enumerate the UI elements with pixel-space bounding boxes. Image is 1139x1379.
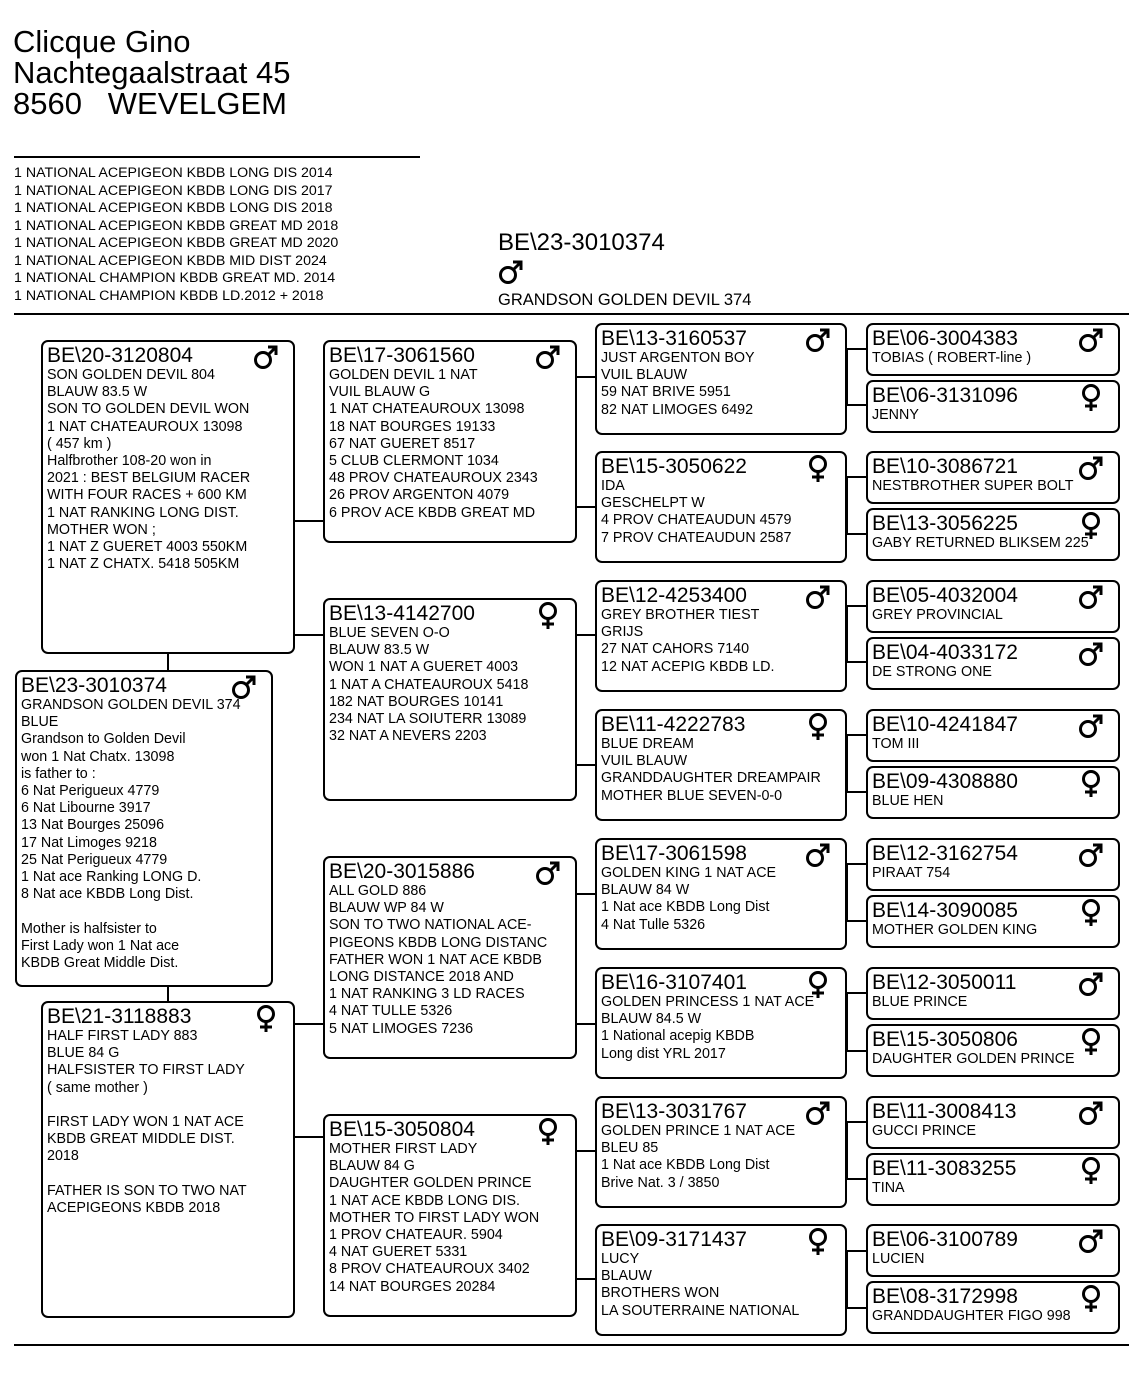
pigeon-card-g13 (866, 1096, 1120, 1149)
detail-line: BLAUW 84 G (329, 1158, 415, 1175)
detail-line: DAUGHTER GOLDEN PRINCE (329, 1175, 532, 1192)
female-icon (805, 971, 831, 999)
owner-city: 8560 WEVELGEM (13, 86, 287, 121)
connector (294, 1136, 323, 1138)
male-icon (805, 842, 831, 868)
detail-line: 5 NAT LIMOGES 7236 (329, 1020, 474, 1037)
detail-line: 5 CLUB CLERMONT 1034 (329, 453, 499, 470)
detail-line: 1 NAT CHATEAUROUX 13098 (47, 418, 243, 435)
pigeon-card-sdd (595, 709, 847, 821)
ring-number: BE\13-4142700 (329, 602, 475, 625)
pigeon-card-sire (41, 340, 295, 654)
detail-line: GRANDDAUGHTER DREAMPAIR (601, 770, 821, 787)
ring-number: BE\17-3061560 (329, 344, 475, 367)
detail-line (47, 1166, 293, 1183)
connector (846, 605, 866, 607)
connector (294, 520, 323, 522)
detail-line: 48 PROV CHATEAUROUX 2343 (329, 470, 538, 487)
ring-number: BE\17-3061598 (601, 842, 747, 865)
detail-line: 1 Nat ace Ranking LONG D. (21, 869, 202, 886)
ring-number: BE\20-3015886 (329, 860, 475, 883)
detail-line: 59 NAT BRIVE 5951 (601, 384, 731, 401)
pigeon-details (329, 625, 575, 745)
pigeon-card-g15 (866, 1224, 1120, 1277)
ring-number: BE\10-4241847 (872, 713, 1018, 736)
connector (846, 791, 866, 793)
detail-line: 12 NAT ACEPIG KBDB LD. (601, 658, 775, 675)
detail-line: VUIL BLAUW G (329, 384, 431, 401)
detail-line: HALFSISTER TO FIRST LADY (47, 1062, 245, 1079)
connector (167, 987, 169, 1001)
detail-line (21, 903, 271, 920)
pigeon-details (601, 865, 845, 934)
subject-ring-number: BE\23-3010374 (498, 229, 665, 256)
subject-header (498, 229, 751, 310)
detail-line: WON 1 NAT A GUERET 4003 (329, 659, 519, 676)
detail-line: ( 457 km ) (47, 435, 112, 452)
ring-number: BE\04-4033172 (872, 641, 1018, 664)
male-icon (253, 344, 279, 370)
male-icon (535, 344, 561, 370)
achievement-item: 1 NATIONAL CHAMPION KBDB GREAT MD. 2014 (14, 270, 336, 286)
detail-line: SON GOLDEN DEVIL 804 (47, 367, 215, 383)
detail-line: BROTHERS WON (601, 1285, 720, 1302)
detail-line: 25 Nat Perigueux 4779 (21, 851, 168, 868)
detail-line: LONG DISTANCE 2018 AND (329, 969, 514, 986)
male-icon (1078, 455, 1104, 481)
pigeon-card-g5 (866, 580, 1120, 633)
detail-line: GREY BROTHER TIEST (601, 607, 760, 623)
detail-line: BLAUW WP 84 W (329, 900, 444, 917)
connector (846, 348, 866, 350)
ring-number: BE\10-3086721 (872, 455, 1018, 478)
ring-number: BE\11-3008413 (872, 1100, 1017, 1123)
detail-line: BLUE DREAM (601, 736, 694, 752)
pigeon-details (47, 367, 293, 573)
detail-line: MOTHER BLUE SEVEN-0-0 (601, 787, 783, 804)
header-divider (14, 156, 420, 158)
connector (846, 533, 866, 535)
detail-line: 14 NAT BOURGES 20284 (329, 1278, 496, 1295)
detail-line: 1 Nat ace KBDB Long Dist (601, 1157, 770, 1174)
pigeon-card-ss (323, 340, 577, 543)
pigeon-details (329, 1141, 575, 1296)
pigeon-details (329, 883, 575, 1038)
connector (167, 654, 169, 670)
pigeon-card-g11 (866, 967, 1120, 1020)
detail-line: GRIJS (601, 624, 644, 641)
detail-line: MOTHER WON ; (47, 521, 156, 538)
detail-line: 17 Nat Limoges 9218 (21, 834, 157, 851)
female-icon (1078, 1157, 1104, 1185)
detail-line: Brive Nat. 3 / 3850 (601, 1174, 720, 1191)
pigeon-card-ds (323, 856, 577, 1059)
detail-line: 1 NAT Z CHATX. 5418 505KM (47, 556, 240, 573)
female-icon (1078, 770, 1104, 798)
female-icon (1078, 384, 1104, 412)
detail-line: KBDB GREAT MIDDLE DIST. (47, 1131, 235, 1148)
pigeon-card-sds (595, 580, 847, 692)
detail-line: BLAUW 83.5 W (47, 384, 148, 401)
detail-line: GABY RETURNED BLIKSEM 225 (872, 535, 1089, 551)
owner-name: Clicque Gino (13, 24, 191, 59)
detail-line: won 1 Nat Chatx. 13098 (21, 748, 175, 765)
connector (846, 476, 866, 478)
detail-line: PIRAAT 754 (872, 865, 951, 881)
detail-line: LA SOUTERRAINE NATIONAL (601, 1302, 800, 1319)
detail-line: GESCHELPT W (601, 495, 705, 512)
detail-line: 182 NAT BOURGES 10141 (329, 693, 504, 710)
pigeon-card-g9 (866, 838, 1120, 891)
detail-line: NESTBROTHER SUPER BOLT (872, 478, 1074, 494)
male-icon (231, 674, 257, 700)
male-icon (1078, 842, 1104, 868)
detail-line: GUCCI PRINCE (872, 1123, 977, 1139)
female-icon (253, 1005, 279, 1033)
pigeon-card-dd (323, 1114, 577, 1317)
pigeon-card-g12 (866, 1024, 1120, 1077)
detail-line: 6 PROV ACE KBDB GREAT MD (329, 504, 536, 521)
detail-line: First Lady won 1 Nat ace (21, 937, 180, 954)
detail-line: 7 PROV CHATEAUDUN 2587 (601, 529, 792, 546)
female-icon (1078, 1285, 1104, 1313)
female-icon (1078, 1028, 1104, 1056)
detail-line: SON TO TWO NATIONAL ACE- (329, 917, 532, 934)
pigeon-card-g3 (866, 451, 1120, 504)
female-icon (805, 1228, 831, 1256)
detail-line: 27 NAT CAHORS 7140 (601, 641, 750, 658)
ring-number: BE\06-3131096 (872, 384, 1018, 407)
achievement-item: 1 NATIONAL ACEPIGEON KBDB LONG DIS 2014 (14, 165, 333, 181)
detail-line: BLUE 84 G (47, 1045, 120, 1062)
ring-number: BE\15-3050804 (329, 1118, 475, 1141)
male-icon (498, 259, 751, 290)
detail-line: GOLDEN DEVIL 1 NAT (329, 367, 478, 383)
male-icon (1078, 1100, 1104, 1126)
detail-line: Mother is halfsister to (21, 920, 157, 937)
detail-line: WITH FOUR RACES + 600 KM (47, 487, 247, 504)
detail-line: 8 Nat ace KBDB Long Dist. (21, 886, 194, 903)
ring-number: BE\05-4032004 (872, 584, 1018, 607)
connector (846, 1121, 866, 1123)
pigeon-card-ddd (595, 1224, 847, 1336)
detail-line: IDA (601, 478, 625, 494)
detail-line: PIGEONS KBDB LONG DISTANC (329, 934, 548, 951)
achievement-item: 1 NATIONAL ACEPIGEON KBDB GREAT MD 2018 (14, 217, 339, 234)
detail-line: 1 Nat ace KBDB Long Dist (601, 899, 770, 916)
detail-line: JUST ARGENTON BOY (601, 350, 755, 366)
ring-number: BE\15-3050806 (872, 1028, 1018, 1051)
detail-line: Long dist YRL 2017 (601, 1045, 726, 1062)
ring-number: BE\20-3120804 (47, 344, 193, 367)
connector (576, 634, 595, 636)
connector (846, 404, 866, 406)
detail-line: BLUE (21, 714, 59, 731)
detail-line: TOM III (872, 736, 920, 752)
achievement-item: 1 NATIONAL ACEPIGEON KBDB LONG DIS 2017 (14, 182, 333, 199)
detail-line: 1 NAT A CHATEAUROUX 5418 (329, 676, 529, 693)
pigeon-details (329, 367, 575, 522)
connector (576, 1278, 595, 1280)
detail-line: 4 PROV CHATEAUDUN 4579 (601, 512, 792, 529)
male-icon (1078, 713, 1104, 739)
detail-line: BLUE SEVEN O-O (329, 625, 450, 641)
detail-line: GREY PROVINCIAL (872, 607, 1003, 623)
detail-line: 8 PROV CHATEAUROUX 3402 (329, 1261, 530, 1278)
detail-line: FATHER IS SON TO TWO NAT (47, 1182, 247, 1199)
connector (576, 893, 595, 895)
detail-line: 2018 (47, 1148, 79, 1165)
pigeon-details (601, 478, 845, 547)
ring-number: BE\14-3090085 (872, 899, 1018, 922)
detail-line: DE STRONG ONE (872, 664, 992, 680)
ring-number: BE\13-3031767 (601, 1100, 747, 1123)
detail-line (47, 1097, 293, 1114)
detail-line: BLAUW (601, 1268, 652, 1285)
detail-line: MOTHER TO FIRST LADY WON (329, 1209, 540, 1226)
pigeon-details (601, 994, 845, 1063)
connector (576, 1150, 595, 1152)
pigeon-details (47, 1028, 293, 1217)
pigeon-details (601, 350, 845, 419)
pigeon-card-dds (595, 1096, 847, 1208)
detail-line: GRANDSON GOLDEN DEVIL 374 (21, 697, 241, 713)
male-icon (1078, 584, 1104, 610)
pigeon-details (601, 1251, 845, 1320)
pigeon-card-g2 (866, 380, 1120, 433)
ring-number: BE\11-4222783 (601, 713, 746, 736)
male-icon (1078, 971, 1104, 997)
achievements-list (14, 165, 338, 305)
connector (846, 661, 866, 663)
detail-line: 1 NAT CHATEAUROUX 13098 (329, 401, 525, 418)
detail-line: DAUGHTER GOLDEN PRINCE (872, 1051, 1075, 1067)
connector (846, 1178, 866, 1180)
ring-number: BE\15-3050622 (601, 455, 747, 478)
detail-line: 1 NAT RANKING 3 LD RACES (329, 986, 525, 1003)
pigeon-card-dam (41, 1001, 295, 1318)
pigeon-card-dsd (595, 967, 847, 1079)
achievement-item: 1 NATIONAL ACEPIGEON KBDB GREAT MD 2020 (14, 235, 339, 251)
detail-line: BLEU 85 (601, 1140, 659, 1157)
pigeon-card-g16 (866, 1281, 1120, 1334)
male-icon (805, 327, 831, 353)
pedigree-bottom-divider (14, 1344, 1129, 1346)
detail-line: 6 Nat Libourne 3917 (21, 800, 151, 817)
connector (846, 734, 866, 736)
female-icon (805, 455, 831, 483)
pigeon-card-g14 (866, 1153, 1120, 1206)
connector (846, 1250, 866, 1252)
female-icon (535, 1118, 561, 1146)
detail-line: VUIL BLAUW (601, 753, 688, 770)
detail-line: Halfbrother 108-20 won in (47, 453, 212, 470)
male-icon (1078, 1228, 1104, 1254)
pigeon-card-g8 (866, 766, 1120, 819)
detail-line: 32 NAT A NEVERS 2203 (329, 728, 487, 745)
connector (576, 376, 595, 378)
male-icon (1078, 327, 1104, 353)
connector (576, 1023, 595, 1025)
detail-line: 1 NAT ACE KBDB LONG DIS. (329, 1192, 520, 1209)
detail-line: 4 Nat Tulle 5326 (601, 916, 706, 933)
detail-line: HALF FIRST LADY 883 (47, 1028, 198, 1044)
detail-line: LUCIEN (872, 1251, 925, 1267)
detail-line: 4 NAT TULLE 5326 (329, 1003, 453, 1020)
pedigree-top-divider (14, 313, 1129, 315)
detail-line: 4 NAT GUERET 5331 (329, 1244, 468, 1261)
detail-line: 18 NAT BOURGES 19133 (329, 418, 496, 435)
female-icon (535, 602, 561, 630)
detail-line: GOLDEN KING 1 NAT ACE (601, 865, 777, 881)
detail-line: ACEPIGEONS KBDB 2018 (47, 1200, 221, 1216)
detail-line: 13 Nat Bourges 25096 (21, 817, 165, 834)
female-icon (805, 713, 831, 741)
detail-line: 82 NAT LIMOGES 6492 (601, 401, 754, 418)
connector (294, 634, 323, 636)
ring-number: BE\23-3010374 (21, 674, 167, 697)
detail-line: BLAUW 83.5 W (329, 642, 430, 659)
ring-number: BE\09-4308880 (872, 770, 1018, 793)
ring-number: BE\12-3050011 (872, 971, 1017, 994)
pigeon-details (601, 736, 845, 805)
detail-line: FIRST LADY WON 1 NAT ACE (47, 1114, 244, 1130)
detail-line: KBDB Great Middle Dist. (21, 955, 179, 972)
pigeon-card-g10 (866, 895, 1120, 948)
detail-line: TINA (872, 1180, 905, 1196)
ring-number: BE\13-3160537 (601, 327, 747, 350)
detail-line: 1 NAT Z GUERET 4003 550KM (47, 539, 248, 556)
male-icon (535, 860, 561, 886)
male-icon (805, 1100, 831, 1126)
detail-line: 6 Nat Perigueux 4779 (21, 783, 160, 800)
detail-line: JENNY (872, 407, 919, 423)
ring-number: BE\12-3162754 (872, 842, 1018, 865)
subject-name: GRANDSON GOLDEN DEVIL 374 (498, 291, 752, 309)
pigeon-card-g4 (866, 508, 1120, 561)
detail-line: BLAUW 84.5 W (601, 1011, 702, 1028)
detail-line: Grandson to Golden Devil (21, 731, 186, 748)
detail-line: VUIL BLAUW (601, 367, 688, 384)
male-icon (805, 584, 831, 610)
pigeon-details (601, 1123, 845, 1192)
achievement-item: 1 NATIONAL ACEPIGEON KBDB LONG DIS 2018 (14, 200, 333, 216)
owner-block (13, 26, 290, 119)
detail-line: GOLDEN PRINCE 1 NAT ACE (601, 1123, 796, 1139)
ring-number: BE\06-3004383 (872, 327, 1018, 350)
detail-line: BLUE PRINCE (872, 994, 968, 1010)
detail-line: 26 PROV ARGENTON 4079 (329, 487, 510, 504)
achievement-item: 1 NATIONAL CHAMPION KBDB LD.2012 + 2018 (14, 287, 324, 304)
connector (846, 920, 866, 922)
pigeon-card-g1 (866, 323, 1120, 376)
connector (846, 1050, 866, 1052)
connector (294, 1023, 323, 1025)
connector (846, 1307, 866, 1309)
detail-line: FATHER WON 1 NAT ACE KBDB (329, 951, 542, 968)
detail-line: LUCY (601, 1251, 640, 1267)
ring-number: BE\13-3056225 (872, 512, 1018, 535)
detail-line: SON TO GOLDEN DEVIL WON (47, 401, 250, 418)
detail-line: 234 NAT LA SOIUTERR 13089 (329, 711, 527, 728)
pigeon-card-sd (323, 598, 577, 801)
detail-line: 1 PROV CHATEAUR. 5904 (329, 1227, 503, 1244)
pigeon-card-dss (595, 838, 847, 950)
pigeon-card-sss (595, 323, 847, 435)
detail-line: ( same mother ) (47, 1079, 148, 1096)
pigeon-card-g6 (866, 637, 1120, 690)
connector (576, 506, 595, 508)
connector (846, 863, 866, 865)
ring-number: BE\12-4253400 (601, 584, 747, 607)
detail-line: MOTHER FIRST LADY (329, 1141, 478, 1157)
detail-line: GRANDDAUGHTER FIGO 998 (872, 1308, 1071, 1324)
detail-line: 2021 : BEST BELGIUM RACER (47, 470, 251, 487)
detail-line: BLAUW 84 W (601, 882, 690, 899)
pigeon-details (21, 697, 271, 972)
ring-number: BE\06-3100789 (872, 1228, 1018, 1251)
pigeon-card-g7 (866, 709, 1120, 762)
pigeon-details (601, 607, 845, 676)
detail-line: 67 NAT GUERET 8517 (329, 435, 476, 452)
female-icon (1078, 899, 1104, 927)
owner-street: Nachtegaalstraat 45 (13, 55, 291, 90)
detail-line: is father to : (21, 765, 96, 782)
ring-number: BE\21-3118883 (47, 1005, 192, 1028)
pigeon-card-ssd (595, 451, 847, 563)
ring-number: BE\08-3172998 (872, 1285, 1018, 1308)
pigeon-card-subject (15, 670, 273, 987)
detail-line: ALL GOLD 886 (329, 883, 427, 899)
detail-line: BLUE HEN (872, 793, 944, 809)
connector (846, 992, 866, 994)
female-icon (1078, 512, 1104, 540)
detail-line: GOLDEN PRINCESS 1 NAT ACE (601, 994, 815, 1010)
ring-number: BE\16-3107401 (601, 971, 747, 994)
detail-line: 1 NAT RANKING LONG DIST. (47, 504, 239, 521)
detail-line: MOTHER GOLDEN KING (872, 922, 1038, 938)
ring-number: BE\11-3083255 (872, 1157, 1017, 1180)
male-icon (1078, 641, 1104, 667)
detail-line: TOBIAS ( ROBERT-line ) (872, 350, 1032, 366)
detail-line: 1 National acepig KBDB (601, 1028, 755, 1045)
achievement-item: 1 NATIONAL ACEPIGEON KBDB MID DIST 2024 (14, 252, 327, 269)
connector (576, 764, 595, 766)
ring-number: BE\09-3171437 (601, 1228, 747, 1251)
